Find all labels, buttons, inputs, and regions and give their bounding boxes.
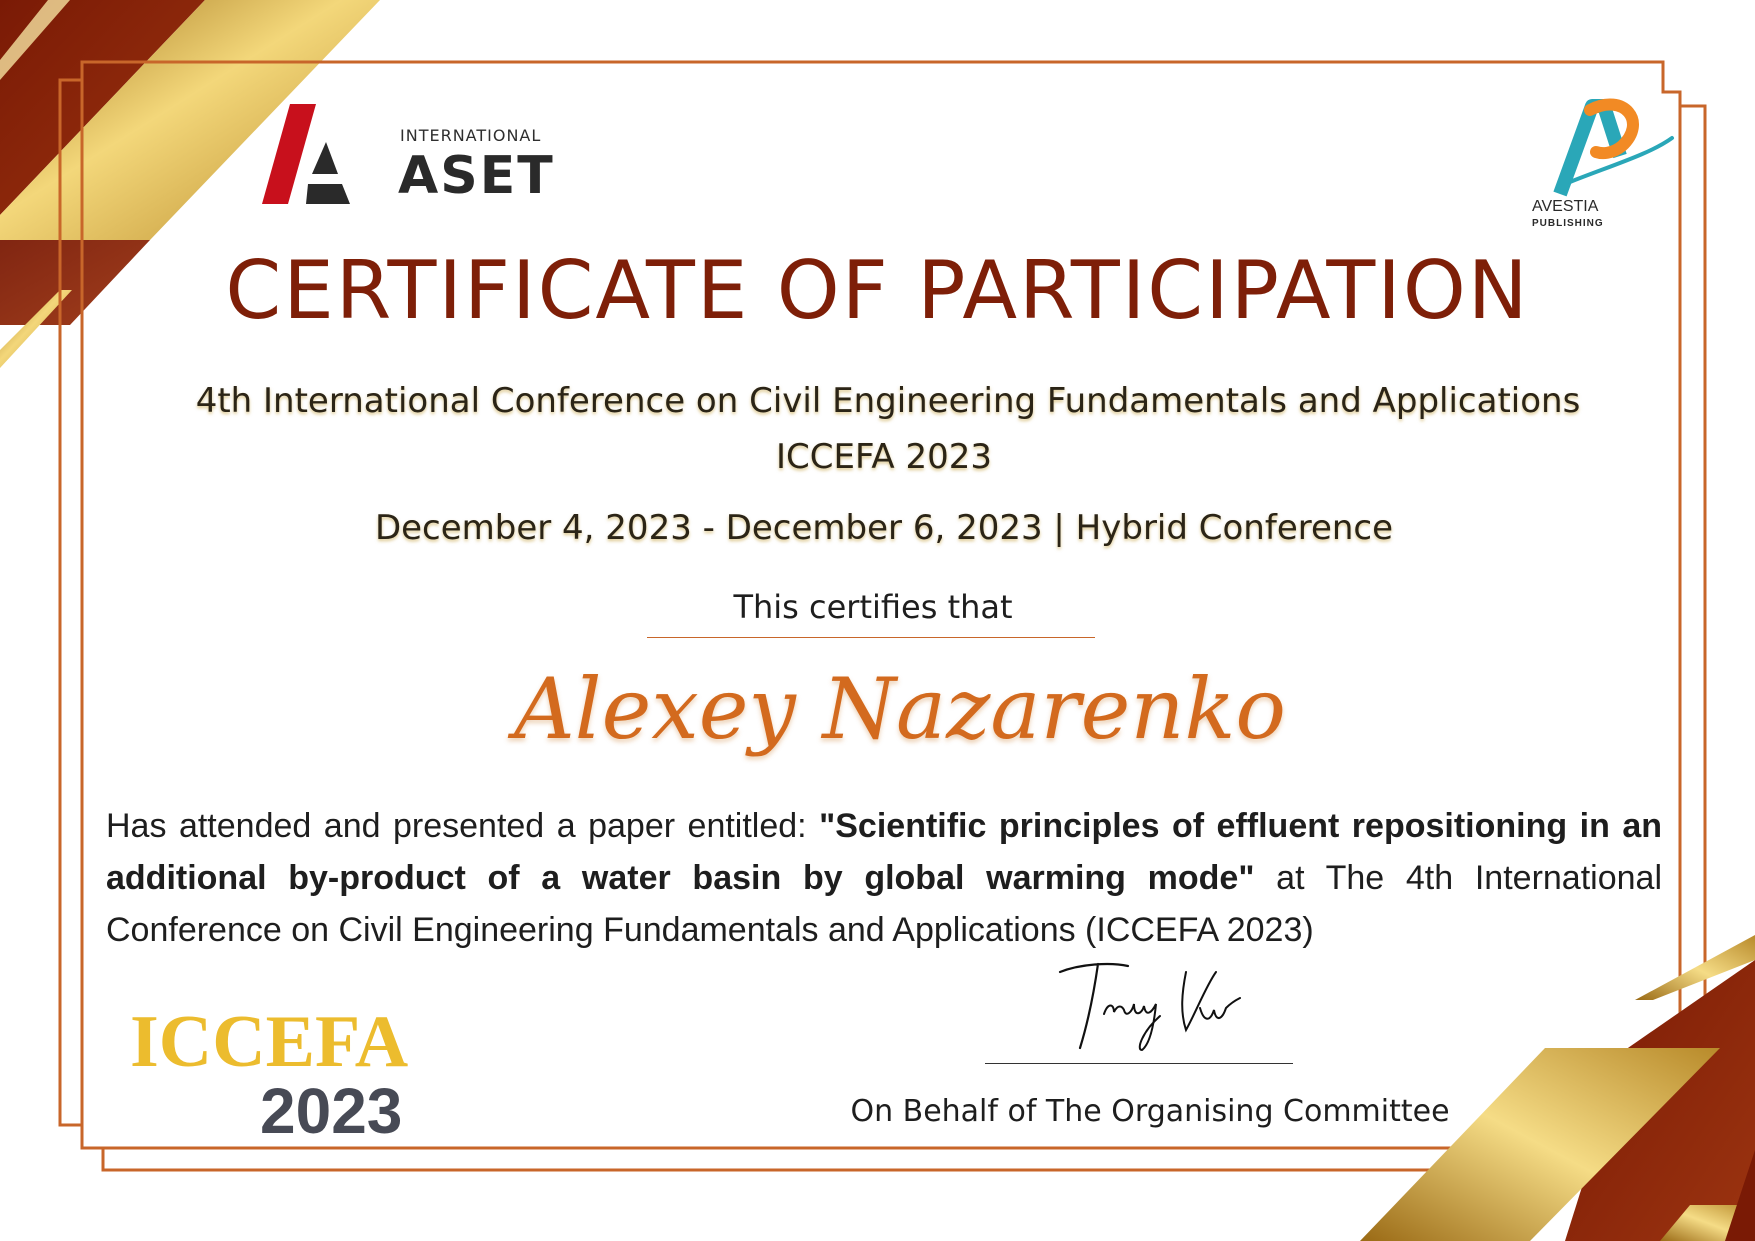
body-intro: Has attended and presented a paper entitled: xyxy=(106,807,820,845)
aset-big-text: ASET xyxy=(398,146,555,206)
avestia-sub-text: PUBLISHING xyxy=(1532,218,1604,229)
avestia-name-text: AVESTIA xyxy=(1532,198,1599,215)
iccefa-logo xyxy=(130,1000,430,1150)
signature-line xyxy=(985,1063,1293,1064)
iccefa-logo-year: 2023 xyxy=(260,1075,403,1147)
recipient-name: Alexey Nazarenko xyxy=(514,660,1286,758)
avestia-mark-icon xyxy=(1520,96,1680,206)
paper-title: "Scientific principles of effluent repositioning in an additional by-product of a water basin by global warming mode" xyxy=(106,807,1662,897)
certifies-underline xyxy=(647,637,1095,638)
body-outro: at The 4th International Conference on Civil Engineering Fundamentals and Applications (ICCEFA 2023) xyxy=(106,859,1662,949)
signature-image xyxy=(1010,952,1310,1062)
conference-acronym: ICCEFA 2023 xyxy=(775,437,993,477)
behalf-label: On Behalf of The Organising Committee xyxy=(850,1094,1450,1129)
certifies-label: This certifies that xyxy=(733,588,1013,626)
aset-logo xyxy=(262,104,562,214)
certificate-body xyxy=(106,800,1662,956)
aset-small-text: INTERNATIONAL xyxy=(400,126,542,145)
iccefa-logo-word: ICCEFA xyxy=(130,1001,409,1083)
certificate-title: CERTIFICATE OF PARTICIPATION xyxy=(225,244,1530,337)
avestia-logo xyxy=(1520,96,1680,236)
conference-dates: December 4, 2023 - December 6, 2023 | Hybrid Conference xyxy=(374,508,1394,548)
conference-name: 4th International Conference on Civil Engineering Fundamentals and Applications xyxy=(195,381,1581,421)
aset-mark-icon xyxy=(262,104,372,208)
